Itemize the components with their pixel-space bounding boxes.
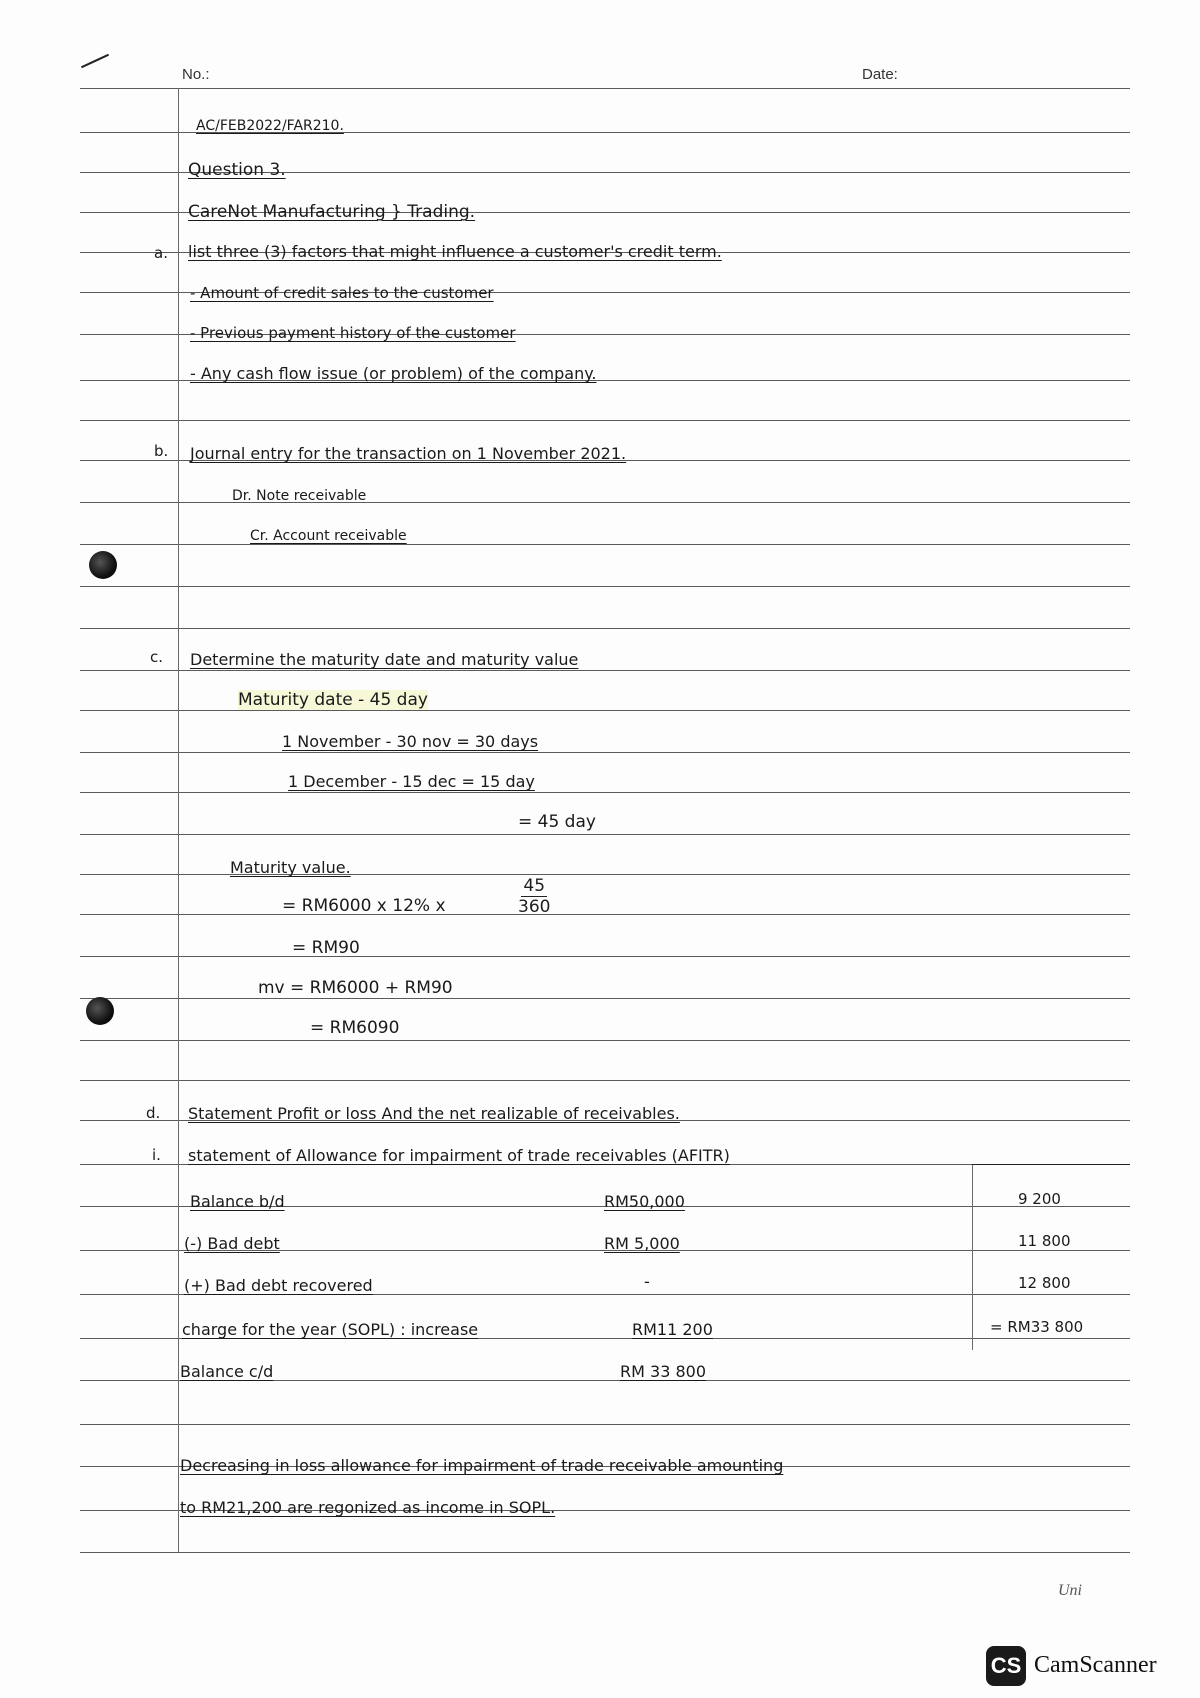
rule-line xyxy=(80,998,1130,999)
row-bad-debt-amount: RM 5,000 xyxy=(604,1234,680,1253)
rule-line xyxy=(80,628,1130,629)
part-b-question: Journal entry for the transaction on 1 November 2021. xyxy=(190,444,627,463)
conclusion-line-2: to RM21,200 are regonized as income in SOPL. xyxy=(180,1498,556,1517)
journal-debit: Dr. Note receivable xyxy=(232,488,367,504)
part-a-label: a. xyxy=(154,244,168,262)
working-total: = RM33 800 xyxy=(990,1318,1084,1336)
rule-line xyxy=(80,1424,1130,1425)
period-december: 1 December - 15 dec = 15 day xyxy=(288,772,535,791)
part-d-label: d. xyxy=(146,1104,161,1122)
maturity-value-label: Maturity value. xyxy=(230,858,351,877)
rule-line xyxy=(80,88,1130,89)
period-total: = 45 day xyxy=(518,812,596,832)
working-1: 9 200 xyxy=(1018,1190,1061,1208)
part-c-question: Determine the maturity date and maturity value xyxy=(190,650,579,669)
row-bad-debt-recovered-amount: - xyxy=(644,1272,650,1291)
rule-line xyxy=(80,1080,1130,1081)
pen-mark xyxy=(81,54,109,68)
afitr-title: statement of Allowance for impairment of trade receivables (AFITR) xyxy=(188,1146,730,1165)
rule-line xyxy=(80,420,1130,421)
part-d-sub-label: i. xyxy=(152,1146,161,1164)
row-charge-label: charge for the year (SOPL) : increase xyxy=(182,1320,479,1339)
fraction-numerator: 45 xyxy=(523,876,546,896)
part-a-answer-1: - Amount of credit sales to the customer xyxy=(190,284,494,302)
rule-line xyxy=(80,834,1130,835)
camscanner-badge: CS xyxy=(986,1646,1026,1686)
row-bad-debt-label: (-) Bad debt xyxy=(184,1234,280,1253)
workings-top-line xyxy=(972,1164,1130,1165)
part-a-question: list three (3) factors that might influence a customer's credit term. xyxy=(188,242,722,261)
rule-line xyxy=(80,956,1130,957)
punch-hole-top xyxy=(89,551,117,579)
row-balance-bd-amount: RM50,000 xyxy=(604,1192,685,1211)
no-label: No.: xyxy=(182,66,210,83)
rule-line xyxy=(80,752,1130,753)
journal-credit: Cr. Account receivable xyxy=(250,528,407,544)
company-name: CareNot Manufacturing } Trading. xyxy=(188,202,476,222)
punch-hole-bottom xyxy=(86,997,114,1025)
workings-divider xyxy=(972,1164,973,1350)
question-title: Question 3. xyxy=(188,160,286,180)
rule-line xyxy=(80,1040,1130,1041)
working-3: 12 800 xyxy=(1018,1274,1071,1292)
row-balance-bd-label: Balance b/d xyxy=(190,1192,285,1211)
row-charge-amount: RM11 200 xyxy=(632,1320,713,1339)
mv-calculation: mv = RM6000 + RM90 xyxy=(258,978,453,998)
part-a-answer-3: - Any cash flow issue (or problem) of the company. xyxy=(190,364,597,383)
part-d-question: Statement Profit or loss And the net realizable of receivables. xyxy=(188,1104,680,1123)
row-bad-debt-recovered-label: (+) Bad debt recovered xyxy=(184,1276,373,1295)
interest-fraction xyxy=(518,876,550,917)
date-label: Date: xyxy=(862,66,898,83)
rule-line xyxy=(80,792,1130,793)
conclusion-line-1: Decreasing in loss allowance for impairment of trade receivable amounting xyxy=(180,1456,784,1475)
rule-line xyxy=(80,914,1130,915)
fraction-denominator: 360 xyxy=(518,897,551,917)
interest-calculation: = RM6000 x 12% x xyxy=(282,896,446,916)
part-c-label: c. xyxy=(150,648,164,666)
uni-logo: Uni xyxy=(1058,1582,1082,1599)
period-november: 1 November - 30 nov = 30 days xyxy=(282,732,539,751)
rule-line xyxy=(80,670,1130,671)
part-b-label: b. xyxy=(154,442,169,460)
rule-line xyxy=(80,586,1130,587)
mv-result: = RM6090 xyxy=(310,1018,400,1038)
interest-result: = RM90 xyxy=(292,938,360,958)
margin-line xyxy=(178,88,179,1552)
camscanner-label: CamScanner xyxy=(1034,1652,1157,1678)
working-2: 11 800 xyxy=(1018,1232,1071,1250)
rule-line xyxy=(80,1552,1130,1553)
rule-line xyxy=(80,544,1130,545)
row-balance-cd-label: Balance c/d xyxy=(180,1362,274,1381)
maturity-date-line: Maturity date - 45 day xyxy=(238,690,428,710)
course-code: AC/FEB2022/FAR210. xyxy=(196,118,344,134)
part-a-answer-2: - Previous payment history of the customer xyxy=(190,324,516,342)
row-balance-cd-amount: RM 33 800 xyxy=(620,1362,706,1381)
rule-line xyxy=(80,710,1130,711)
